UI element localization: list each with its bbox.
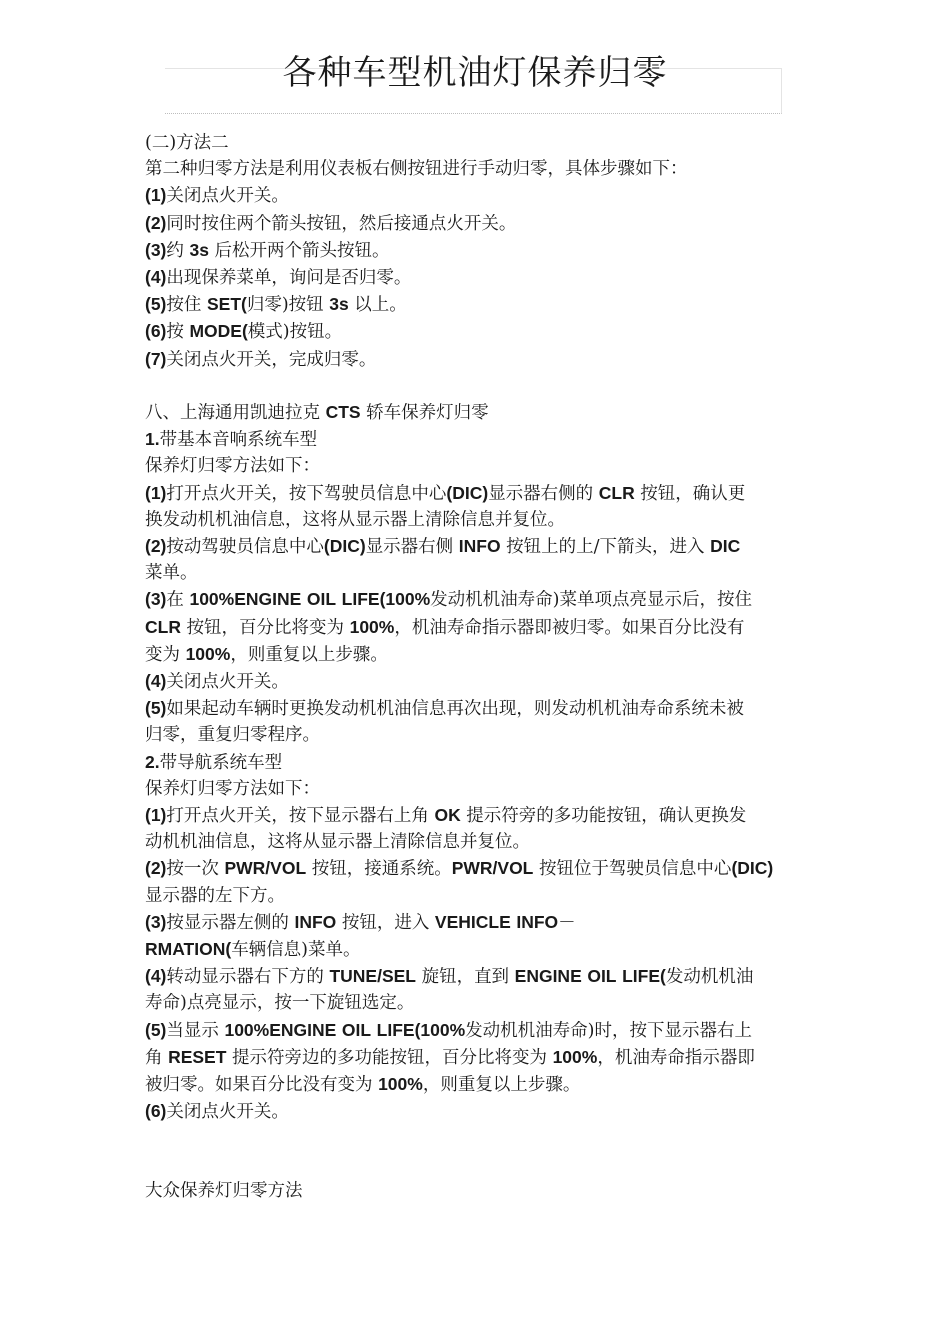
- body-line: (5)当显示 100%ENGINE OIL LIFE(100%发动机机油寿命)时，按下显示器右上: [145, 1019, 752, 1041]
- body-line: (二)方法二: [145, 133, 229, 153]
- body-line: RMATION(车辆信息)菜单。: [145, 939, 361, 961]
- body-line: (1)打开点火开关，按下显示器右上角 OK 提示符旁的多功能按钮，确认更换发: [145, 805, 747, 827]
- body-line: 显示器的左下方。: [145, 885, 285, 906]
- body-line: (1)打开点火开关，按下驾驶员信息中心(DIC)显示器右侧的 CLR 按钮，确认更: [145, 482, 746, 504]
- body-line: 归零，重复归零程序。: [145, 725, 320, 746]
- body-line: (2)按一次 PWR/VOL 按钮，接通系统。PWR/VOL 按钮位于驾驶员信息中心(DIC): [145, 858, 774, 880]
- body-line: 1.带基本音响系统车型: [145, 429, 318, 451]
- body-line: 2.带导航系统车型: [145, 751, 283, 773]
- body-line: 八、上海通用凯迪拉克 CTS 轿车保养灯归零: [145, 402, 489, 424]
- body-line: 保养灯归零方法如下：: [145, 456, 320, 477]
- body-line: (5)按住 SET(归零)按钮 3s 以上。: [145, 294, 407, 316]
- body-line: [145, 373, 810, 399]
- body-line: (3)约 3s 后松开两个箭头按钮。: [145, 239, 390, 261]
- body-line: (5)如果起动车辆时更换发动机机油信息再次出现，则发动机机油寿命系统未被: [145, 698, 744, 720]
- body-line: 寿命)点亮显示，按一下旋钮选定。: [145, 993, 415, 1014]
- body-line: 第二种归零方法是利用仪表板右侧按钮进行手动归零，具体步骤如下：: [145, 159, 688, 180]
- body-line: (2)同时按住两个箭头按钮，然后接通点火开关。: [145, 212, 517, 234]
- body-line: (3)在 100%ENGINE OIL LIFE(100%发动机机油寿命)菜单项点亮显示后，按住: [145, 589, 752, 611]
- document-body: [145, 130, 810, 1204]
- body-line: (2)按动驾驶员信息中心(DIC)显示器右侧 INFO 按钮上的上/下箭头，进入 DIC: [145, 536, 741, 558]
- body-line: 保养灯归零方法如下：: [145, 778, 320, 799]
- body-line: 被归零。如果百分比没有变为 100%，则重复以上步骤。: [145, 1074, 581, 1096]
- body-line: (7)关闭点火开关，完成归零。: [145, 348, 377, 370]
- body-line: (1)关闭点火开关。: [145, 185, 289, 207]
- body-line: 动机机油信息，这将从显示器上清除信息并复位。: [145, 832, 530, 853]
- body-line: 角 RESET 提示符旁边的多功能按钮，百分比将变为 100%，机油寿命指示器即: [145, 1046, 755, 1068]
- body-line: [145, 1152, 810, 1178]
- body-line: (4)出现保养菜单，询问是否归零。: [145, 267, 412, 289]
- body-line: (4)转动显示器右下方的 TUNE/SEL 旋钮，直到 ENGINE OIL LIFE(发动机机油: [145, 966, 754, 988]
- body-line: 菜单。: [145, 563, 198, 584]
- body-line: (3)按显示器左侧的 INFO 按钮，进入 VEHICLE INFO－: [145, 911, 576, 933]
- body-line: 变为 100%，则重复以上步骤。: [145, 643, 388, 665]
- body-line: (6)按 MODE(模式)按钮。: [145, 321, 343, 343]
- body-line: (6)关闭点火开关。: [145, 1101, 289, 1123]
- body-line: [145, 1126, 810, 1152]
- body-line: 大众保养灯归零方法: [145, 1180, 303, 1201]
- body-line: 换发动机机油信息，这将从显示器上清除信息并复位。: [145, 509, 565, 530]
- document-title: 各种车型机油灯保养归零: [282, 53, 668, 93]
- body-line: CLR 按钮，百分比将变为 100%，机油寿命指示器即被归零。如果百分比没有: [145, 616, 745, 638]
- body-line: (4)关闭点火开关。: [145, 671, 289, 693]
